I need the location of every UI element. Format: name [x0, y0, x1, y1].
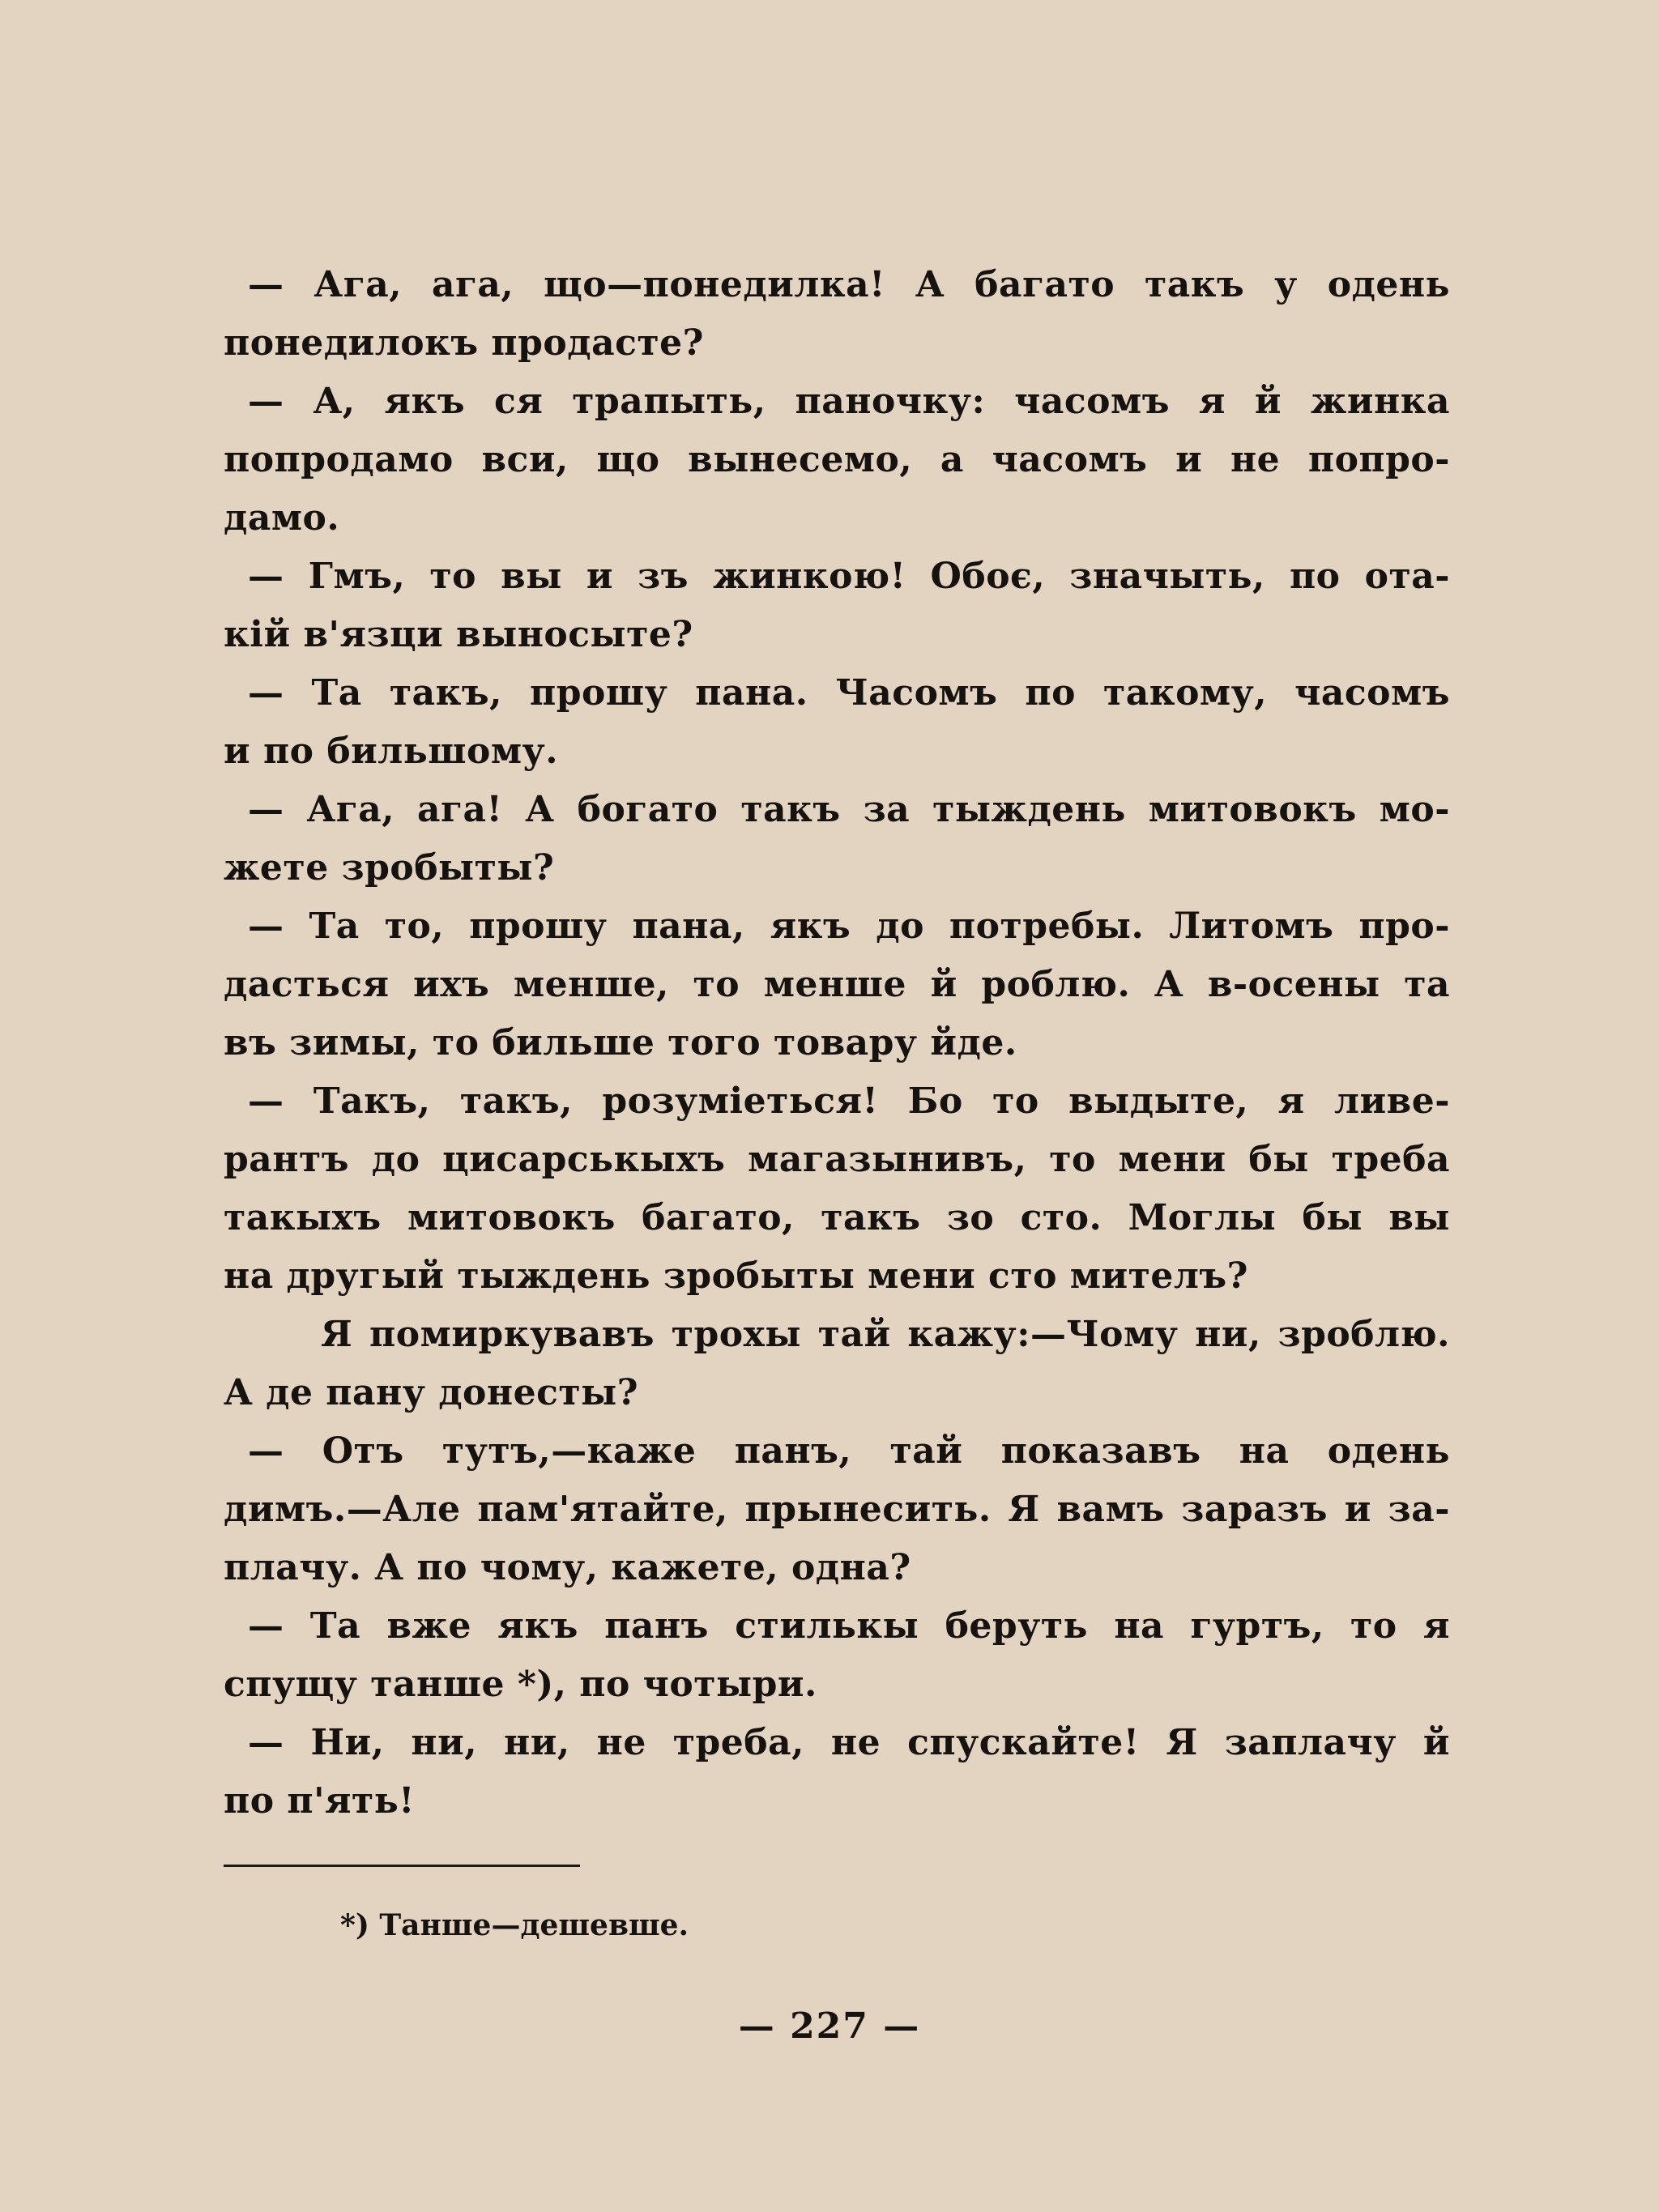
text-line: плачу. А по чому, кажете, одна? — [224, 1547, 911, 1588]
text-line: — Ага, ага! А богато такъ за тыждень митовокъ мо- — [248, 789, 1450, 830]
text-line: по п'ять! — [224, 1780, 415, 1822]
page-number: — 227 — — [738, 2005, 921, 2047]
footnote: *) Танше—дешевше. — [340, 1908, 689, 1942]
text-line: рантъ до цисарськыхъ магазынивъ, то мени бы треба — [224, 1139, 1450, 1180]
text-line: — Ага, ага, що—понедилка! А багато такъ у одень — [248, 264, 1450, 305]
text-line: на другый тыждень зробыты мени сто мителъ? — [224, 1255, 1248, 1297]
text-line: понедилокъ продасте? — [224, 322, 704, 364]
text-line: — Та такъ, прошу пана. Часомъ по такому, часомъ — [248, 672, 1450, 714]
text-line: попродамо вси, що вынесемо, а часомъ и не попро- — [224, 439, 1450, 480]
text-line: въ зимы, то бильше того товару йде. — [224, 1022, 1017, 1063]
text-line: — Гмъ, то вы и зъ жинкою! Обоє, значыть, по ота- — [248, 556, 1450, 597]
text-line: такыхъ митовокъ багато, такъ зо сто. Моглы бы вы — [224, 1197, 1450, 1238]
text-line: дамо. — [224, 497, 340, 539]
text-line: — Та то, прошу пана, якъ до потребы. Литомъ про- — [248, 906, 1450, 947]
text-line: спущу танше *), по чотыри. — [224, 1664, 817, 1705]
text-line: жете зробыты? — [224, 847, 555, 889]
text-line: и по бильшому. — [224, 731, 559, 772]
text-line: — А, якъ ся трапыть, паночку: часомъ я й жинка — [248, 381, 1450, 422]
text-line: Я помиркувавъ трохы тай кажу:—Чому ни, зроблю. — [321, 1314, 1450, 1355]
text-line: — Та вже якъ панъ стилькы беруть на гуртъ, то я — [248, 1605, 1450, 1647]
text-line: дасться ихъ менше, то менше й роблю. А в-осены та — [224, 964, 1450, 1005]
text-line: — Такъ, такъ, розуміеться! Бо то выдыте, я ливе- — [248, 1080, 1450, 1122]
text-line: — Ни, ни, ни, не треба, не спускайте! Я заплачу й — [248, 1722, 1450, 1763]
footnote-divider — [224, 1865, 580, 1867]
text-line: кій в'язци выносыте? — [224, 614, 693, 655]
text-line: димъ.—Але пам'ятайте, прынесить. Я вамъ заразъ и за- — [224, 1489, 1450, 1530]
text-line: А де пану донесты? — [224, 1372, 639, 1413]
text-line: — Отъ тутъ,—каже панъ, тай показавъ на одень — [248, 1430, 1450, 1472]
